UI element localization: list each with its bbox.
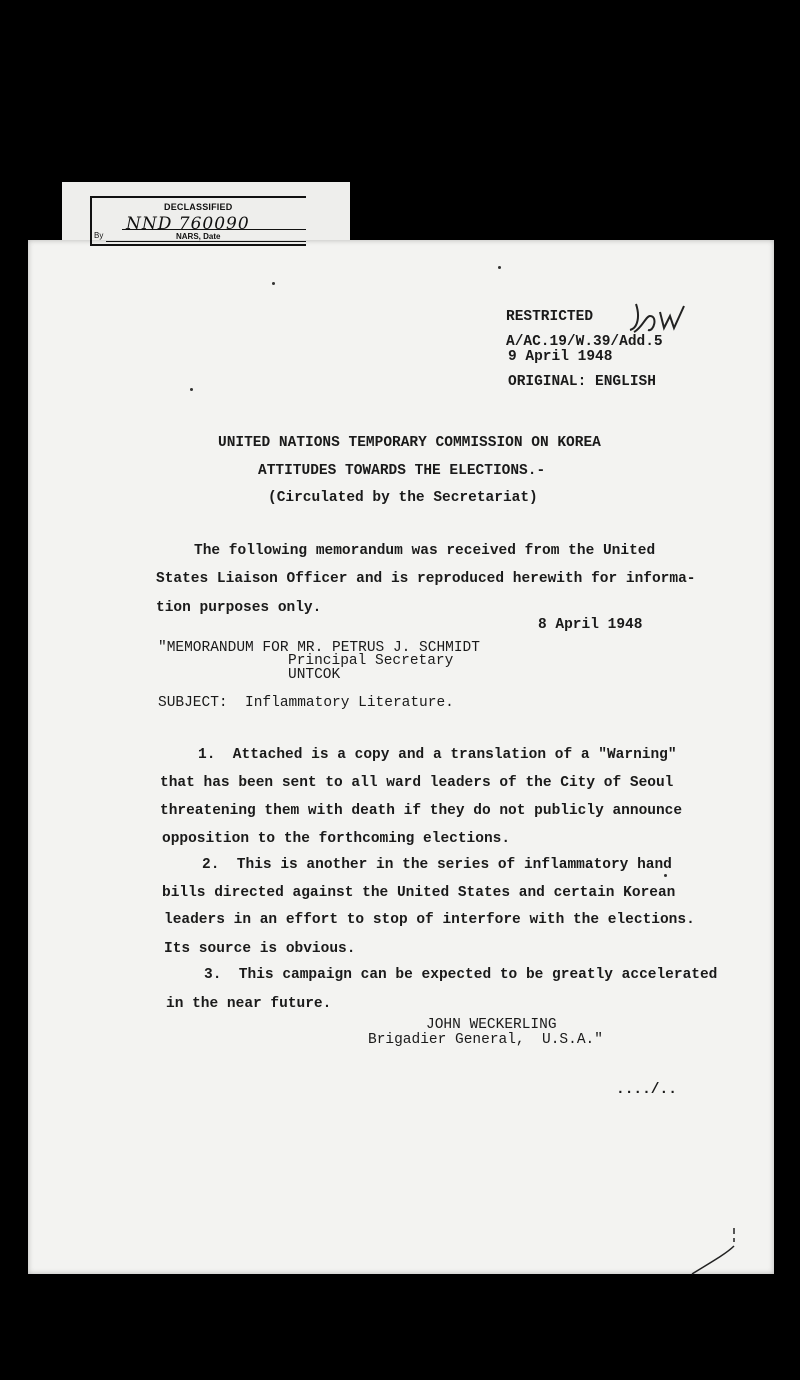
scan-speck (664, 874, 667, 877)
paragraph-3-line-1: 3. This campaign can be expected to be greatly accelerated (204, 967, 718, 983)
memo-recipient-title: Principal Secretary (288, 653, 454, 669)
document-title: UNITED NATIONS TEMPORARY COMMISSION ON KOREA (218, 435, 601, 451)
paragraph-1-line-4: opposition to the forthcoming elections. (162, 831, 511, 847)
stamp-authority: NND 760090 (126, 214, 250, 234)
paragraph-1-line-2: that has been sent to all ward leaders of the City of Seoul (160, 775, 674, 791)
intro-line-2: States Liaison Officer and is reproduced herewith for informa- (156, 571, 696, 587)
paragraph-2-line-4: Its source is obvious. (164, 941, 356, 957)
declassified-stamp (90, 196, 306, 246)
scan-speck (272, 282, 275, 285)
paragraph-1-line-1: 1. Attached is a copy and a translation of a "Warning" (198, 747, 677, 763)
memo-recipient: "MEMORANDUM FOR MR. PETRUS J. SCHMIDT (158, 640, 480, 656)
paragraph-2-line-3: leaders in an effort to stop of interfore with the elections. (164, 912, 695, 928)
stamp-divider (122, 229, 306, 230)
paragraph-3-line-2: in the near future. (166, 996, 332, 1012)
corner-pen-stroke (690, 1226, 740, 1276)
original-language: ORIGINAL: ENGLISH (508, 374, 656, 390)
scan-speck (498, 266, 501, 269)
document-number: A/AC.19/W.39/Add.5 (506, 334, 663, 350)
continuation-mark: ..../.. (616, 1082, 677, 1098)
document-subtitle: ATTITUDES TOWARDS THE ELECTIONS.- (258, 463, 546, 479)
paragraph-1-line-3: threatening them with death if they do not publicly announce (160, 803, 683, 819)
stamp-title: DECLASSIFIED (164, 202, 233, 212)
intro-line-3: tion purposes only. (156, 600, 322, 616)
classification-label: RESTRICTED (506, 309, 594, 325)
stamp-bottom-line (106, 241, 306, 242)
memo-date: 8 April 1948 (538, 617, 643, 633)
scan-speck (190, 388, 193, 391)
paragraph-2-line-2: bills directed against the United States and certain Korean (162, 885, 676, 901)
memo-recipient-org: UNTCOK (288, 667, 341, 683)
stamp-by-label: By (94, 231, 104, 240)
stamp-nars-label: NARS, Date (176, 232, 221, 241)
signatory-name: JOHN WECKERLING (426, 1017, 557, 1033)
paragraph-2-line-1: 2. This is another in the series of inflammatory hand (202, 857, 672, 873)
circulation-note: (Circulated by the Secretariat) (268, 490, 538, 506)
memo-subject: SUBJECT: Inflammatory Literature. (158, 695, 454, 711)
handwritten-initials-signature (628, 298, 688, 338)
signatory-title: Brigadier General, U.S.A." (368, 1032, 603, 1048)
intro-line-1: The following memorandum was received from the United (194, 543, 656, 559)
document-date: 9 April 1948 (508, 349, 613, 365)
